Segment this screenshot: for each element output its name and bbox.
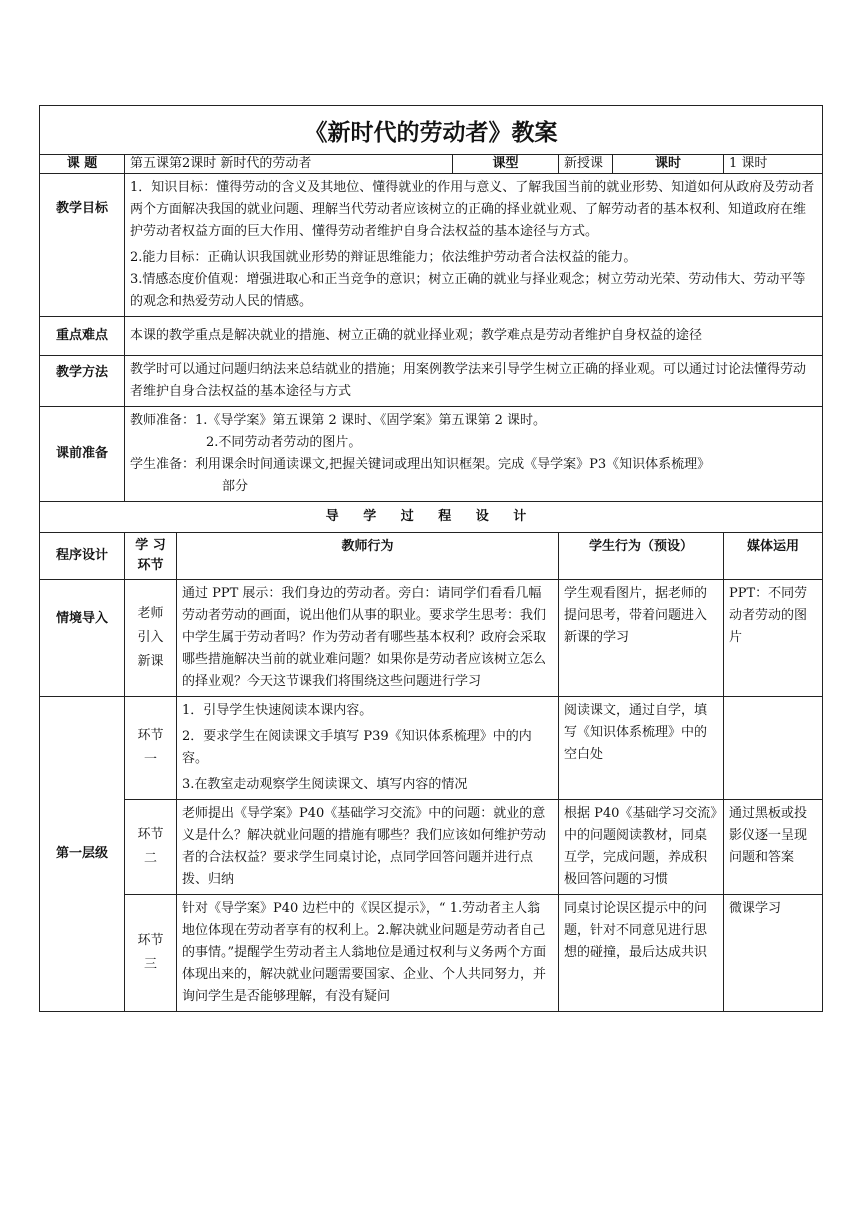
step1-teacher-item2: 2．要求学生在阅读课文手填写 P39《知识体系梳理》中的内容。 bbox=[182, 729, 532, 766]
preparation-row bbox=[40, 407, 823, 502]
preparation-label: 课前准备 bbox=[40, 407, 125, 502]
type-label: 课型 bbox=[453, 155, 559, 174]
intro-media: PPT：不同劳动者劳动的图片 bbox=[724, 580, 823, 697]
teacher-prep-line2: 2.不同劳动者劳动的图片。 bbox=[206, 435, 362, 450]
lesson-plan-table bbox=[39, 105, 823, 1012]
lesson-plan-document bbox=[39, 105, 822, 1012]
key-points-row bbox=[40, 317, 823, 356]
intro-student: 学生观看图片，据老师的提问思考，带着问题进入新课的学习 bbox=[559, 580, 724, 697]
intro-program: 情境导入 bbox=[40, 580, 125, 697]
step1-student: 阅读课文，通过自学，填写《知识体系梳理》中的空白处 bbox=[559, 697, 724, 800]
methods-label: 教学方法 bbox=[40, 356, 125, 407]
student-prep-line1: 学生准备：利用课余时间通读课文,把握关键词或理出知识框架。完成《导学案》P3《知识体系梳理》 bbox=[130, 457, 711, 472]
key-points-content: 本课的教学重点是解决就业的措施、树立正确的就业择业观；教学难点是劳动者维护自身权益的途径 bbox=[125, 317, 823, 356]
column-header-row bbox=[40, 533, 823, 580]
course-label: 课 题 bbox=[40, 155, 125, 174]
teacher-prep-line1: 教师准备：1.《导学案》第五课第 2 课时、《固学案》第五课第 2 课时。 bbox=[130, 413, 546, 428]
col-program: 程序设计 bbox=[40, 533, 125, 580]
objectives-row bbox=[40, 174, 823, 317]
methods-row bbox=[40, 356, 823, 407]
period-value: 1 课时 bbox=[724, 155, 823, 174]
col-media: 媒体运用 bbox=[724, 533, 823, 580]
step2-media: 通过黑板或投影仪逐一呈现问题和答案 bbox=[724, 800, 823, 895]
level1-step2-row bbox=[40, 800, 823, 895]
level1-step1-row bbox=[40, 697, 823, 800]
step1-stage: 环节一 bbox=[125, 697, 177, 800]
step2-student: 根据 P40《基础学习交流》中的问题阅读教材，同桌互学，完成问题，养成积极回答问题的习惯 bbox=[559, 800, 724, 895]
intro-stage: 老师引入新课 bbox=[125, 580, 177, 697]
student-prep-line2: 部分 bbox=[222, 479, 249, 494]
key-points-label: 重点难点 bbox=[40, 317, 125, 356]
step2-teacher: 老师提出《导学案》P40《基础学习交流》中的问题：就业的意义是什么？解决就业问题的措施有哪些？我们应该如何维护劳动者的合法权益？要求学生同桌讨论，点同学回答问题并进行点拨、归纳 bbox=[177, 800, 559, 895]
objective-ability: 2.能力目标：正确认识我国就业形势的辩证思维能力；依法维护劳动者合法权益的能力。 bbox=[130, 250, 637, 265]
step3-teacher: 针对《导学案》P40 边栏中的《误区提示》，“ 1.劳动者主人翁地位体现在劳动者享有的权利上。2.解决就业问题是劳动者自己的事情。”提醒学生劳动者主人翁地位是通过权利与义务两个方面体现出来的，解决就业问题需要国家、企业、个人共同努力，并询问学生是否能够理解，有没有疑问 bbox=[177, 895, 559, 1012]
intro-teacher: 通过 PPT 展示：我们身边的劳动者。旁白：请同学们看看几幅劳动者劳动的画面，说出他们从事的职业。要求学生思考：我们中学生属于劳动者吗？作为劳动者有哪些基本权利？政府会采取哪些措施解决当前的就业难问题？如果你是劳动者应该树立怎么的择业观？今天这节课我们将围绕这些问题进行学习 bbox=[177, 580, 559, 697]
level1-program: 第一层级 bbox=[40, 697, 125, 1012]
step3-media: 微课学习 bbox=[724, 895, 823, 1012]
document-title: 《新时代的劳动者》教案 bbox=[40, 106, 823, 155]
preparation-content bbox=[125, 407, 823, 502]
col-teacher: 教师行为 bbox=[177, 533, 559, 580]
step3-student: 同桌讨论误区提示中的问题，针对不同意见进行思想的碰撞，最后达成共识 bbox=[559, 895, 724, 1012]
step1-teacher-item1: 1．引导学生快速阅读本课内容。 bbox=[182, 703, 373, 718]
section-title: 导 学 过 程 设 计 bbox=[40, 502, 823, 533]
objective-attitude: 3.情感态度价值观：增强进取心和正当竞争的意识；树立正确的就业与择业观念；树立劳动光荣、劳动伟大、劳动平等的观念和热爱劳动人民的情感。 bbox=[130, 272, 806, 309]
step1-teacher bbox=[177, 697, 559, 800]
col-student: 学生行为（预设） bbox=[559, 533, 724, 580]
col-stage: 学 习 环节 bbox=[125, 533, 177, 580]
objectives-label: 教学目标 bbox=[40, 174, 125, 317]
intro-row bbox=[40, 580, 823, 697]
step1-teacher-item3: 3.在教室走动观察学生阅读课文、填写内容的情况 bbox=[182, 777, 468, 792]
course-value: 第五课第2课时 新时代的劳动者 bbox=[125, 155, 453, 174]
step3-stage: 环节三 bbox=[125, 895, 177, 1012]
level1-step3-row bbox=[40, 895, 823, 1012]
objective-knowledge: 1．知识目标：懂得劳动的含义及其地位、懂得就业的作用与意义、了解我国当前的就业形势、知道如何从政府及劳动者两个方面解决我国的就业问题、理解当代劳动者应该树立的正确的择业就业观、了解劳动者的基本权利、知道政府在维护劳动者权益方面的巨大作用、懂得劳动者维护自身合法权益的基本途径与方式。 bbox=[130, 180, 815, 239]
type-value: 新授课 bbox=[559, 155, 613, 174]
step2-stage: 环节二 bbox=[125, 800, 177, 895]
meta-row bbox=[40, 155, 823, 174]
period-label: 课时 bbox=[613, 155, 724, 174]
objectives-content bbox=[125, 174, 823, 317]
methods-content: 教学时可以通过问题归纳法来总结就业的措施；用案例教学法来引导学生树立正确的择业观。可以通过讨论法懂得劳动者维护自身合法权益的基本途径与方式 bbox=[125, 356, 823, 407]
step1-media bbox=[724, 697, 823, 800]
